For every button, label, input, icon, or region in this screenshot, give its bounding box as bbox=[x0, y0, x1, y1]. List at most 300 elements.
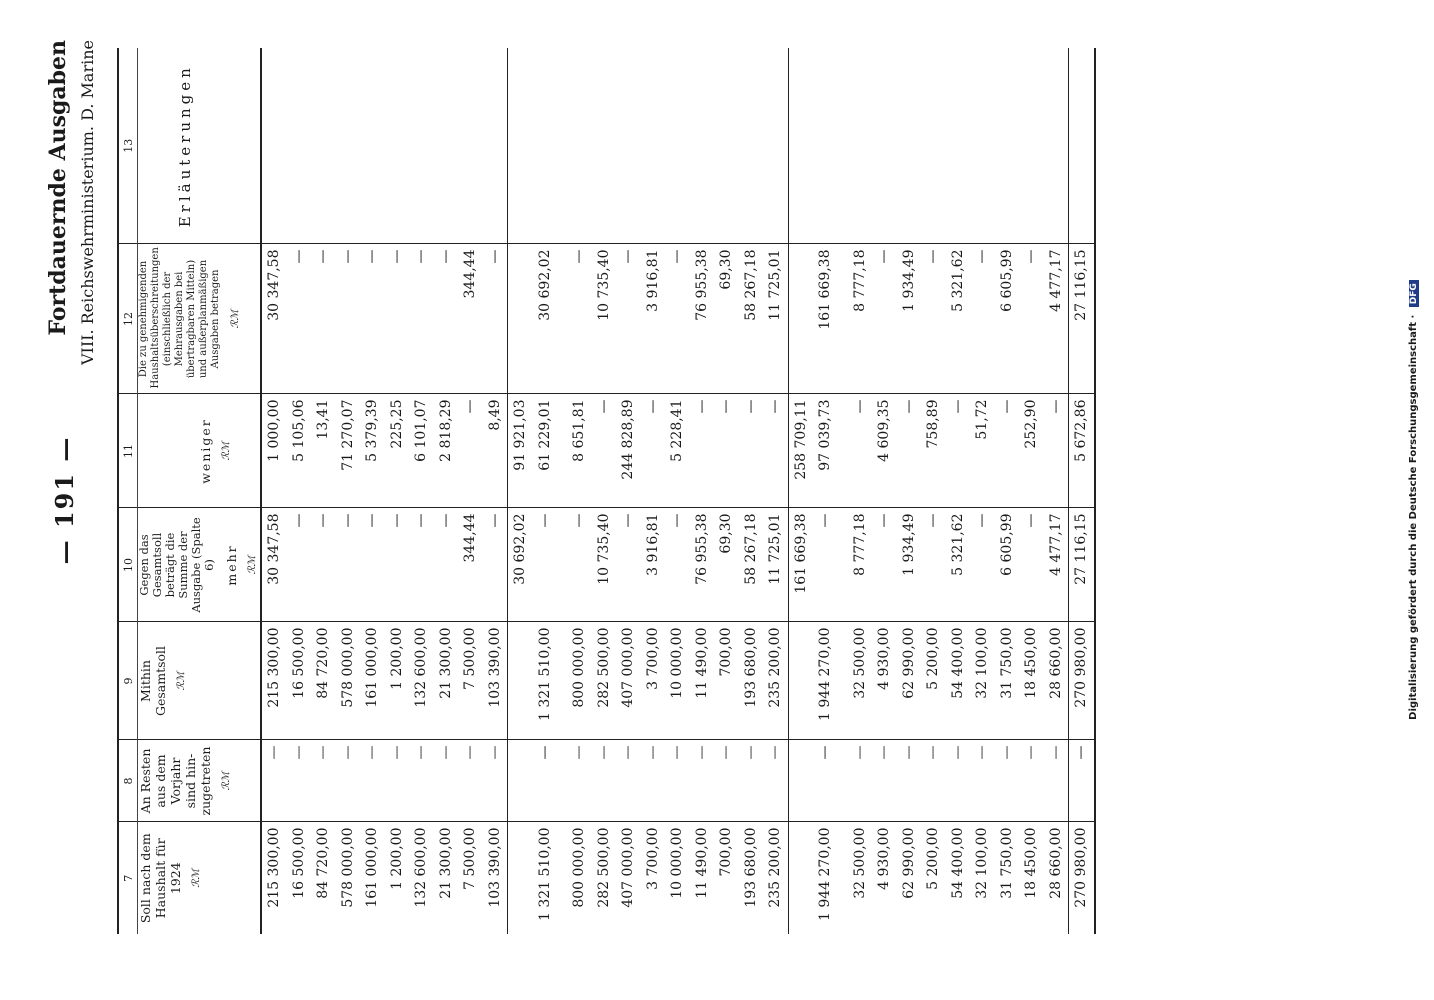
cell-c10: — bbox=[385, 508, 410, 622]
cell-c11: 8,49 bbox=[483, 394, 508, 508]
cell-c12: 69,30 bbox=[714, 244, 739, 394]
cell-c9: 215 300,00 bbox=[261, 622, 287, 740]
cell-c12: — bbox=[311, 244, 336, 394]
cell-c12: 6 605,99 bbox=[995, 244, 1020, 394]
cell-c9: 193 680,00 bbox=[739, 622, 764, 740]
cell-c10: — bbox=[921, 508, 946, 622]
cell-c9: 32 500,00 bbox=[848, 622, 873, 740]
cell-c13 bbox=[838, 48, 848, 244]
header-group-text: Gegen das Gesamtsoll beträgt die Summe der Ausgabe (Spalte 6) bbox=[137, 517, 216, 613]
cell-c8: — bbox=[995, 740, 1020, 822]
cell-c9: 11 490,00 bbox=[690, 622, 715, 740]
cell-c8: — bbox=[336, 740, 361, 822]
cell-c11: — bbox=[714, 394, 739, 508]
cell-c11: 8 651,81 bbox=[567, 394, 592, 508]
cell-c11: — bbox=[848, 394, 873, 508]
cell-c7: 215 300,00 bbox=[266, 827, 283, 908]
ledger-body bbox=[261, 48, 1095, 934]
table-row bbox=[483, 48, 508, 934]
cell-c13 bbox=[434, 48, 459, 244]
cell-c9: 1 944 270,00 bbox=[813, 622, 838, 740]
colnum-13: 13 bbox=[118, 48, 138, 244]
cell-c12: 4 477,17 bbox=[1044, 244, 1069, 394]
cell-c8: — bbox=[813, 740, 838, 822]
cell-c10: 344,44 bbox=[458, 508, 483, 622]
header-mehr-text: mehr bbox=[224, 544, 239, 586]
cell-c9: 54 400,00 bbox=[946, 622, 971, 740]
spacer-row bbox=[557, 48, 567, 934]
cell-c13 bbox=[665, 48, 690, 244]
cell-c8: — bbox=[714, 740, 739, 822]
cell-c9: 7 500,00 bbox=[458, 622, 483, 740]
table-row bbox=[848, 48, 873, 934]
cell-c9: 700,00 bbox=[714, 622, 739, 740]
cell-c8: — bbox=[311, 740, 336, 822]
cell-c10: 4 477,17 bbox=[1044, 508, 1069, 622]
cell-c11: 6 101,07 bbox=[409, 394, 434, 508]
table-row bbox=[872, 48, 897, 934]
colnum-12: 12 bbox=[118, 244, 138, 394]
cell-c9: 5 200,00 bbox=[921, 622, 946, 740]
cell-c9: 3 700,00 bbox=[641, 622, 666, 740]
table-row bbox=[946, 48, 971, 934]
colnum-8: 8 bbox=[118, 740, 138, 822]
cell-c8: — bbox=[360, 740, 385, 822]
cell-c8: — bbox=[739, 740, 764, 822]
cell-c8 bbox=[557, 740, 567, 822]
table-row bbox=[458, 48, 483, 934]
cell-c12: — bbox=[409, 244, 434, 394]
cell-c10: 6 605,99 bbox=[995, 508, 1020, 622]
cell-c10: — bbox=[311, 508, 336, 622]
cell-c7: 800 000,00 bbox=[571, 827, 588, 908]
cell-c11: — bbox=[946, 394, 971, 508]
cell-c8: — bbox=[385, 740, 410, 822]
cell-c13 bbox=[848, 48, 873, 244]
cell-c13 bbox=[336, 48, 361, 244]
cell-c10 bbox=[838, 508, 848, 622]
cell-c13 bbox=[616, 48, 641, 244]
cell-c13 bbox=[385, 48, 410, 244]
cell-c8: — bbox=[592, 740, 617, 822]
cell-c13 bbox=[261, 48, 287, 244]
cell-c10: — bbox=[336, 508, 361, 622]
cell-c9: 18 450,00 bbox=[1019, 622, 1044, 740]
cell-c8: — bbox=[261, 740, 287, 822]
cell-c11: 758,89 bbox=[921, 394, 946, 508]
cell-c11 bbox=[838, 394, 848, 508]
cell-c9: 578 000,00 bbox=[336, 622, 361, 740]
cell-c13 bbox=[872, 48, 897, 244]
cell-c12 bbox=[788, 244, 813, 394]
header-soll bbox=[138, 822, 262, 934]
cell-c12: — bbox=[665, 244, 690, 394]
cell-c12 bbox=[838, 244, 848, 394]
table-row bbox=[311, 48, 336, 934]
colnum-10: 10 bbox=[118, 508, 138, 622]
cell-c13 bbox=[533, 48, 558, 244]
cell-c11: 91 921,03 bbox=[508, 394, 533, 508]
cell-c12: 11 725,01 bbox=[763, 244, 788, 394]
header-reste-text: An Resten aus dem Vorjahr sind hinzugetreten bbox=[138, 746, 213, 816]
cell-c10: — bbox=[483, 508, 508, 622]
cell-c9: 1 321 510,00 bbox=[533, 622, 558, 740]
cell-c10: 58 267,18 bbox=[739, 508, 764, 622]
header-erlaeuterungen bbox=[138, 48, 262, 244]
cell-c13 bbox=[813, 48, 838, 244]
cell-c9: 28 660,00 bbox=[1044, 622, 1069, 740]
cell-c7: 132 600,00 bbox=[413, 827, 430, 908]
cell-c11: 51,72 bbox=[970, 394, 995, 508]
cell-c9: 800 000,00 bbox=[567, 622, 592, 740]
cell-c12: — bbox=[287, 244, 312, 394]
cell-c13 bbox=[641, 48, 666, 244]
cell-c11: 5 105,06 bbox=[287, 394, 312, 508]
cell-c11: 5 379,39 bbox=[360, 394, 385, 508]
cell-c12: 58 267,18 bbox=[739, 244, 764, 394]
cell-c8 bbox=[788, 740, 813, 822]
page-number: — 191 — bbox=[50, 435, 79, 565]
cell-c13 bbox=[714, 48, 739, 244]
cell-c9: 235 200,00 bbox=[763, 622, 788, 740]
cell-c13 bbox=[592, 48, 617, 244]
cell-c7: 1 321 510,00 bbox=[536, 827, 553, 922]
cell-c10: — bbox=[970, 508, 995, 622]
table-row bbox=[714, 48, 739, 934]
footer-credit bbox=[1408, 0, 1419, 1000]
cell-c10: — bbox=[360, 508, 385, 622]
cell-c7: 1 944 270,00 bbox=[817, 827, 834, 922]
cell-c8: — bbox=[434, 740, 459, 822]
cell-c11: 244 828,89 bbox=[616, 394, 641, 508]
unit-label: ℛℳ bbox=[230, 309, 241, 329]
cell-c12: 3 916,81 bbox=[641, 244, 666, 394]
table-row bbox=[385, 48, 410, 934]
table-row bbox=[970, 48, 995, 934]
cell-c13 bbox=[409, 48, 434, 244]
subtotal-row bbox=[508, 48, 533, 934]
section-subtitle: VIII. Reichswehrministerium. D. Marine bbox=[78, 40, 97, 366]
table-row bbox=[739, 48, 764, 934]
column-header-row bbox=[138, 48, 262, 934]
cell-c12: 27 116,15 bbox=[1069, 244, 1095, 394]
table-row bbox=[360, 48, 385, 934]
cell-c11: — bbox=[458, 394, 483, 508]
cell-c12: 30 347,58 bbox=[261, 244, 287, 394]
cell-c10: 27 116,15 bbox=[1069, 508, 1095, 622]
cell-c12: — bbox=[360, 244, 385, 394]
cell-c8: — bbox=[1019, 740, 1044, 822]
cell-c7: 10 000,00 bbox=[669, 827, 686, 899]
cell-c7: 1 200,00 bbox=[388, 827, 405, 890]
cell-c7: 11 490,00 bbox=[693, 827, 710, 899]
cell-c9: 16 500,00 bbox=[287, 622, 312, 740]
cell-c7: 18 450,00 bbox=[1023, 827, 1040, 899]
cell-c12: 5 321,62 bbox=[946, 244, 971, 394]
unit-label: ℛℳ bbox=[191, 868, 202, 888]
cell-c10 bbox=[557, 508, 567, 622]
cell-c8: — bbox=[458, 740, 483, 822]
unit-label: ℛℳ bbox=[221, 771, 232, 791]
cell-c12: — bbox=[616, 244, 641, 394]
table-row bbox=[567, 48, 592, 934]
header-erlaeuterungen-text: Erläuterungen bbox=[176, 64, 194, 228]
colnum-7: 7 bbox=[118, 822, 138, 934]
cell-c11: 4 609,35 bbox=[872, 394, 897, 508]
footer-text: Digitalisierung gefördert durch die Deutsche Forschungsgemeinschaft · bbox=[1408, 314, 1419, 720]
cell-c11: — bbox=[592, 394, 617, 508]
cell-c11: — bbox=[897, 394, 922, 508]
cell-c12: 161 669,38 bbox=[813, 244, 838, 394]
cell-c7: 5 200,00 bbox=[925, 827, 942, 890]
cell-c12: 344,44 bbox=[458, 244, 483, 394]
cell-c7: 54 400,00 bbox=[949, 827, 966, 899]
cell-c7: 4 930,00 bbox=[876, 827, 893, 890]
cell-c7 bbox=[508, 822, 533, 934]
cell-c9: 282 500,00 bbox=[592, 622, 617, 740]
cell-c8: — bbox=[483, 740, 508, 822]
header-weniger bbox=[138, 394, 262, 508]
cell-c13 bbox=[1019, 48, 1044, 244]
cell-c7: 235 200,00 bbox=[767, 827, 784, 908]
cell-c10: — bbox=[1019, 508, 1044, 622]
header-gesamtsoll bbox=[138, 622, 262, 740]
table-row bbox=[409, 48, 434, 934]
cell-c10: — bbox=[409, 508, 434, 622]
cell-c12: — bbox=[385, 244, 410, 394]
cell-c7: 161 000,00 bbox=[364, 827, 381, 908]
cell-c12 bbox=[557, 244, 567, 394]
cell-c11: 258 709,11 bbox=[788, 394, 813, 508]
header-gesamtsoll-text: Mithin Gesamtsoll bbox=[138, 645, 168, 717]
cell-c9: 10 000,00 bbox=[665, 622, 690, 740]
cell-c10: 76 955,38 bbox=[690, 508, 715, 622]
cell-c7: 21 300,00 bbox=[437, 827, 454, 899]
cell-c12: — bbox=[1019, 244, 1044, 394]
cell-c7: 407 000,00 bbox=[620, 827, 637, 908]
cell-c9: 270 980,00 bbox=[1069, 622, 1095, 740]
cell-c12: — bbox=[336, 244, 361, 394]
cell-c7: 84 720,00 bbox=[315, 827, 332, 899]
header-mehr bbox=[138, 508, 262, 622]
table-row bbox=[665, 48, 690, 934]
cell-c10: — bbox=[434, 508, 459, 622]
cell-c9 bbox=[557, 622, 567, 740]
cell-c11: 13,41 bbox=[311, 394, 336, 508]
cell-c13 bbox=[970, 48, 995, 244]
cell-c11: — bbox=[1044, 394, 1069, 508]
cell-c8: — bbox=[567, 740, 592, 822]
cell-c7: 16 500,00 bbox=[290, 827, 307, 899]
table-row bbox=[434, 48, 459, 934]
cell-c8: — bbox=[665, 740, 690, 822]
cell-c12: 76 955,38 bbox=[690, 244, 715, 394]
cell-c9 bbox=[838, 622, 848, 740]
cell-c7 bbox=[788, 822, 813, 934]
cell-c9: 1 200,00 bbox=[385, 622, 410, 740]
cell-c13 bbox=[311, 48, 336, 244]
cell-c12: 10 735,40 bbox=[592, 244, 617, 394]
table-row bbox=[1019, 48, 1044, 934]
cell-c12 bbox=[508, 244, 533, 394]
table-row bbox=[616, 48, 641, 934]
cell-c10: — bbox=[287, 508, 312, 622]
cell-c13 bbox=[483, 48, 508, 244]
cell-c8: — bbox=[690, 740, 715, 822]
cell-c9: 32 100,00 bbox=[970, 622, 995, 740]
cell-c11: — bbox=[641, 394, 666, 508]
cell-c8: — bbox=[763, 740, 788, 822]
cell-c12: — bbox=[434, 244, 459, 394]
cell-c13 bbox=[897, 48, 922, 244]
table-row bbox=[995, 48, 1020, 934]
cell-c9: 4 930,00 bbox=[872, 622, 897, 740]
cell-c7: 32 100,00 bbox=[974, 827, 991, 899]
page-header bbox=[20, 0, 130, 1000]
cell-c7: 7 500,00 bbox=[462, 827, 479, 890]
section-title: Fortdauernde Ausgaben bbox=[45, 40, 71, 336]
cell-c13 bbox=[946, 48, 971, 244]
cell-c10: 11 725,01 bbox=[763, 508, 788, 622]
cell-c10: — bbox=[616, 508, 641, 622]
total-row bbox=[1069, 48, 1095, 934]
cell-c13 bbox=[360, 48, 385, 244]
cell-c11: 252,90 bbox=[1019, 394, 1044, 508]
table-row bbox=[690, 48, 715, 934]
cell-c10: 30 692,02 bbox=[508, 508, 533, 622]
header-weniger-text: weniger bbox=[198, 418, 213, 484]
cell-c11: 61 229,01 bbox=[533, 394, 558, 508]
cell-c12: 8 777,18 bbox=[848, 244, 873, 394]
cell-c7: 282 500,00 bbox=[595, 827, 612, 908]
cell-c11: — bbox=[995, 394, 1020, 508]
cell-c9: 62 990,00 bbox=[897, 622, 922, 740]
cell-c7: 31 750,00 bbox=[998, 827, 1015, 899]
table-row bbox=[1044, 48, 1069, 934]
cell-c13 bbox=[788, 48, 813, 244]
cell-c7: 270 980,00 bbox=[1069, 822, 1095, 934]
unit-label: ℛℳ bbox=[247, 555, 258, 575]
colnum-11: 11 bbox=[118, 394, 138, 508]
table-row bbox=[763, 48, 788, 934]
cell-c9 bbox=[508, 622, 533, 740]
cell-c13 bbox=[1069, 48, 1095, 244]
cell-c8: — bbox=[872, 740, 897, 822]
cell-c11: 2 818,29 bbox=[434, 394, 459, 508]
cell-c7: 3 700,00 bbox=[644, 827, 661, 890]
cell-c13 bbox=[508, 48, 533, 244]
header-soll-text: Soll nach dem Haushalt für 1924 bbox=[138, 833, 183, 924]
cell-c8: — bbox=[921, 740, 946, 822]
table-row bbox=[897, 48, 922, 934]
cell-c8: — bbox=[287, 740, 312, 822]
cell-c12: — bbox=[567, 244, 592, 394]
cell-c13 bbox=[739, 48, 764, 244]
cell-c10: 1 934,49 bbox=[897, 508, 922, 622]
cell-c8: — bbox=[848, 740, 873, 822]
cell-c12: 30 692,02 bbox=[533, 244, 558, 394]
cell-c10: 30 347,58 bbox=[261, 508, 287, 622]
cell-c7: 32 500,00 bbox=[851, 827, 868, 899]
cell-c10: — bbox=[872, 508, 897, 622]
cell-c8 bbox=[838, 740, 848, 822]
cell-c11: 5 672,86 bbox=[1069, 394, 1095, 508]
cell-c12: 1 934,49 bbox=[897, 244, 922, 394]
subtotal-net-row bbox=[533, 48, 558, 934]
column-number-row bbox=[118, 48, 138, 934]
cell-c7: 62 990,00 bbox=[900, 827, 917, 899]
table-row bbox=[921, 48, 946, 934]
cell-c10: 69,30 bbox=[714, 508, 739, 622]
subtotal-row bbox=[788, 48, 813, 934]
cell-c10: — bbox=[567, 508, 592, 622]
header-reste bbox=[138, 740, 262, 822]
cell-c7: 103 390,00 bbox=[486, 827, 503, 908]
cell-c7: 193 680,00 bbox=[742, 827, 759, 908]
cell-c8 bbox=[508, 740, 533, 822]
cell-c8: — bbox=[616, 740, 641, 822]
cell-c13 bbox=[690, 48, 715, 244]
cell-c9: 132 600,00 bbox=[409, 622, 434, 740]
cell-c7: 28 660,00 bbox=[1047, 827, 1064, 899]
cell-c9: 103 390,00 bbox=[483, 622, 508, 740]
cell-c10: 161 669,38 bbox=[788, 508, 813, 622]
cell-c11: 71 270,07 bbox=[336, 394, 361, 508]
cell-c7 bbox=[838, 822, 848, 934]
cell-c11: 1 000,00 bbox=[261, 394, 287, 508]
cell-c8: — bbox=[946, 740, 971, 822]
cell-c13 bbox=[458, 48, 483, 244]
cell-c10: — bbox=[813, 508, 838, 622]
unit-label: ℛℳ bbox=[221, 441, 232, 461]
cell-c8: — bbox=[897, 740, 922, 822]
cell-c13 bbox=[995, 48, 1020, 244]
subtotal-net-row bbox=[813, 48, 838, 934]
cell-c13 bbox=[763, 48, 788, 244]
cell-c8: — bbox=[409, 740, 434, 822]
cell-c9: 31 750,00 bbox=[995, 622, 1020, 740]
cell-c9 bbox=[788, 622, 813, 740]
cell-c10: 10 735,40 bbox=[592, 508, 617, 622]
cell-c7: 700,00 bbox=[718, 827, 735, 877]
ledger-table bbox=[117, 48, 1096, 934]
colnum-9: 9 bbox=[118, 622, 138, 740]
dfg-logo: DFG bbox=[1409, 280, 1419, 307]
cell-c8: — bbox=[1044, 740, 1069, 822]
cell-c10: 5 321,62 bbox=[946, 508, 971, 622]
cell-c11: 97 039,73 bbox=[813, 394, 838, 508]
cell-c11: — bbox=[763, 394, 788, 508]
cell-c9: 161 000,00 bbox=[360, 622, 385, 740]
table-row bbox=[336, 48, 361, 934]
cell-c10: 3 916,81 bbox=[641, 508, 666, 622]
cell-c12: — bbox=[921, 244, 946, 394]
table-row bbox=[592, 48, 617, 934]
cell-c9: 21 300,00 bbox=[434, 622, 459, 740]
cell-c10: — bbox=[533, 508, 558, 622]
cell-c8: — bbox=[641, 740, 666, 822]
unit-label: ℛℳ bbox=[176, 671, 187, 691]
header-ueberschreitungen-text: Die zu genehmigenden Haushaltsüberschreitungen (einschließlich der Mehrausgaben bei übertragbaren Mitteln) und außerplanmäßigen Ausgaben betragen bbox=[138, 247, 221, 389]
cell-c13 bbox=[921, 48, 946, 244]
cell-c8: — bbox=[533, 740, 558, 822]
cell-c13 bbox=[1044, 48, 1069, 244]
cell-c12: — bbox=[872, 244, 897, 394]
cell-c8: — bbox=[1069, 740, 1095, 822]
cell-c12: — bbox=[970, 244, 995, 394]
cell-c13 bbox=[287, 48, 312, 244]
cell-c7: 578 000,00 bbox=[339, 827, 356, 908]
